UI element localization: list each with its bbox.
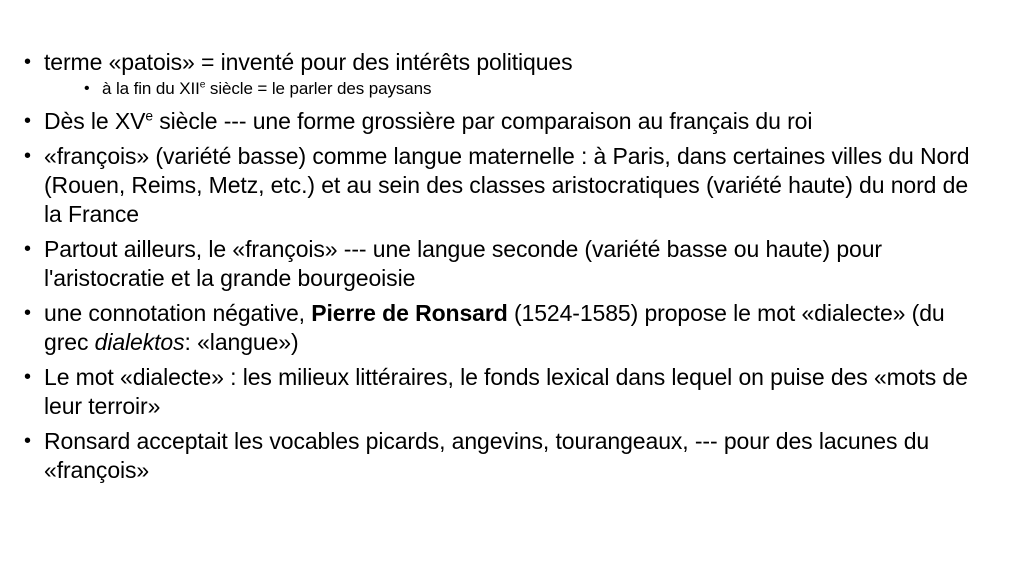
bold-name: Pierre de Ronsard xyxy=(311,300,508,326)
slide-content xyxy=(24,48,984,491)
bullet-text: Ronsard acceptait les vocables picards, angevins, tourangeaux, --- pour des lacunes du «françois» xyxy=(44,428,930,483)
bullet-dot-icon: • xyxy=(24,51,31,73)
superscript: e xyxy=(199,79,206,91)
sub-bullet-item xyxy=(84,77,984,101)
bullet-text-part: (1524-1585) propose le mot «dialecte» (du grec xyxy=(44,300,945,355)
bullet-text-part: : «langue») xyxy=(184,329,299,355)
sub-bullet-text-part: siècle = le parler des paysans xyxy=(205,79,432,98)
bullet-dot-icon: • xyxy=(24,302,31,324)
sub-bullet-list xyxy=(44,77,984,101)
bullet-text-part: siècle --- une forme grossière par comparaison au français du roi xyxy=(152,108,813,134)
bullet-dot-icon: • xyxy=(24,430,31,452)
bullet-item xyxy=(24,142,984,229)
bullet-dot-icon: • xyxy=(24,145,31,167)
bullet-text: «françois» (variété basse) comme langue maternelle : à Paris, dans certaines villes du Nord (Rouen, Reims, Metz, etc.) et au sein des classes aristocratiques (variété haute) du nord de la France xyxy=(44,143,970,227)
sub-bullet-text-part: à la fin du XII xyxy=(102,79,200,98)
bullet-list xyxy=(24,48,984,485)
bullet-text-part: Dès le XV xyxy=(44,108,146,134)
bullet-item xyxy=(24,235,984,293)
superscript: e xyxy=(145,108,153,124)
bullet-dot-icon: • xyxy=(24,366,31,388)
bullet-item xyxy=(24,299,984,357)
bullet-item xyxy=(24,107,984,136)
bullet-text: Partout ailleurs, le «françois» --- une langue seconde (variété basse ou haute) pour l'aristocratie et la grande bourgeoisie xyxy=(44,236,882,291)
italic-term: dialektos xyxy=(94,329,185,355)
bullet-text: terme «patois» = inventé pour des intérêts politiques xyxy=(44,49,573,75)
bullet-dot-icon: • xyxy=(24,110,31,132)
bullet-text-part: une connotation négative, xyxy=(44,300,312,326)
bullet-dot-icon: • xyxy=(84,80,90,97)
bullet-item xyxy=(24,427,984,485)
bullet-item xyxy=(24,48,984,101)
bullet-item xyxy=(24,363,984,421)
bullet-text: Le mot «dialecte» : les milieux littéraires, le fonds lexical dans lequel on puise des «mots de leur terroir» xyxy=(44,364,968,419)
bullet-dot-icon: • xyxy=(24,238,31,260)
